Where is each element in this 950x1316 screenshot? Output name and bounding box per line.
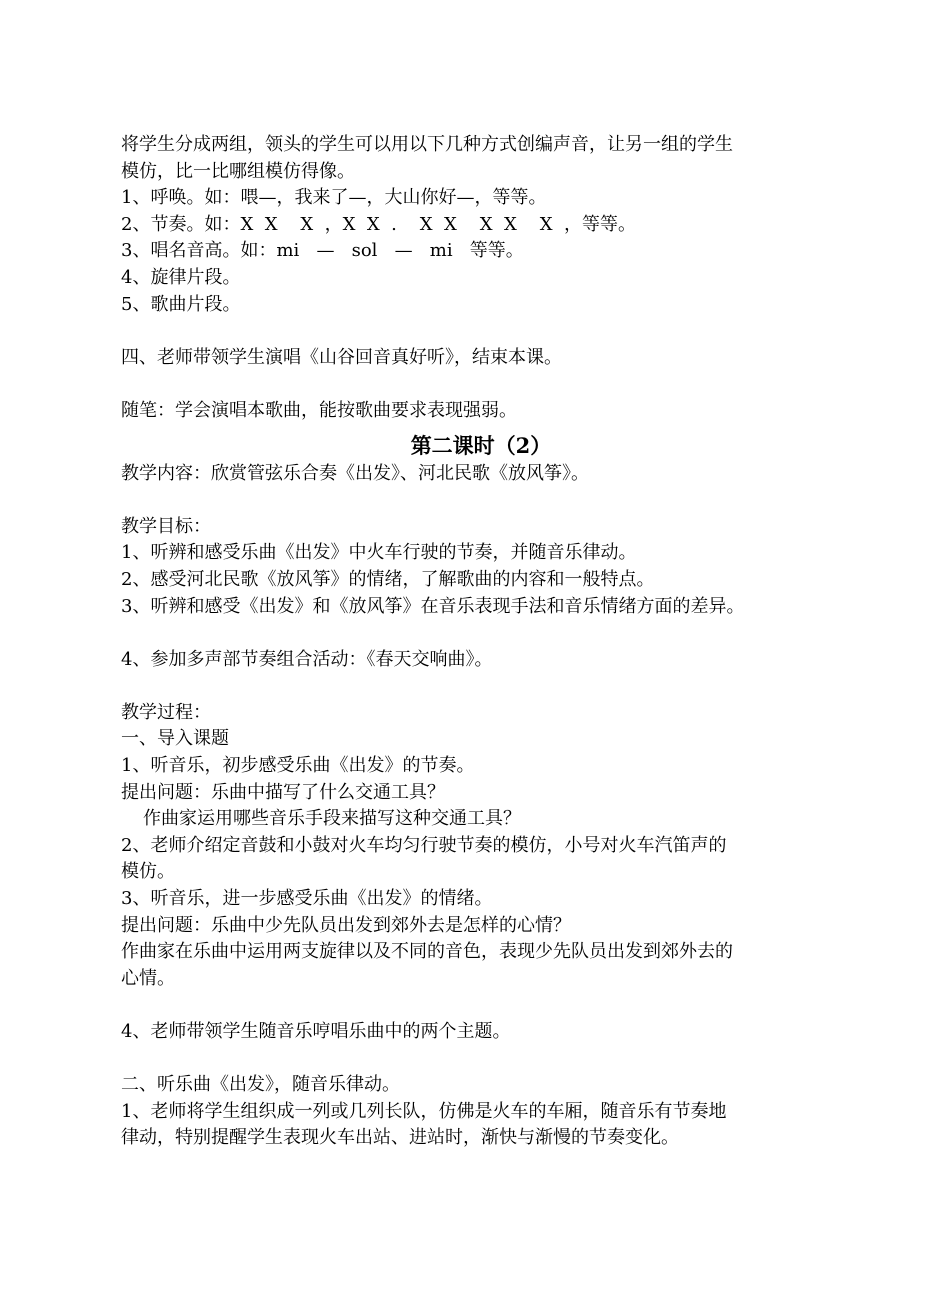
intro-line-1: 将学生分成两组，领头的学生可以用以下几种方式创编声音，让另一组的学生 [121,134,733,155]
process-line-2: 1、听音乐，初步感受乐曲《出发》的节奏。 [121,755,475,777]
goal-3: 3、听辨和感受《出发》和《放风筝》在音乐表现手法和音乐情绪方面的差异。 [121,595,745,617]
goal-4: 4、参加多声部节奏组合活动：《春天交响曲》。 [121,648,493,670]
spacer [121,318,841,345]
part2-line-3: 律动，特别提醒学生表现火车出站、进站时，渐快与渐慢的节奏变化。 [121,1127,679,1149]
document-page [121,132,841,1152]
goals-label: 教学目标： [121,515,211,537]
process-label: 教学过程： [121,701,211,723]
spacer [121,371,841,398]
process-line-1: 一、导入课题 [121,728,229,750]
content-line: 教学内容：欣赏管弦乐合奏《出发》、河北民歌《放风筝》。 [121,462,589,484]
intro-line-3: 1、呼唤。如：喂—，我来了—，大山你好—，等等。 [121,187,547,209]
process-line-5: 2、老师介绍定音鼓和小鼓对火车均匀行驶节奏的模仿，小号对火车汽笛声的 [121,834,727,856]
process-line-3: 提出问题：乐曲中描写了什么交通工具？ [121,781,445,803]
process-line-7: 3、听音乐，进一步感受乐曲《出发》的情绪。 [121,888,493,910]
section-title: 第二课时（2） [410,432,552,458]
spacer [121,620,841,647]
spacer [121,487,841,514]
part2-line-1: 二、听乐曲《出发》，随音乐律动。 [121,1074,400,1096]
intro-line-6: 4、旋律片段。 [121,266,241,288]
process-line-11: 4、老师带领学生随音乐哼唱乐曲中的两个主题。 [121,1021,511,1042]
intro-line-4: 2、节奏。如：X X X ，X X . X X X X X ，等等。 [121,213,636,235]
goal-2: 2、感受河北民歌《放风筝》的情绪，了解歌曲的内容和一般特点。 [121,568,655,590]
part2-line-2: 1、老师将学生组织成一列或几列长队，仿佛是火车的车厢，随音乐有节奏地 [121,1100,727,1122]
note-line: 随笔：学会演唱本歌曲，能按歌曲要求表现强弱。 [121,399,517,421]
spacer [121,673,841,700]
process-line-10: 心情。 [121,967,175,989]
closing-line: 四、老师带领学生演唱《山谷回音真好听》，结束本课。 [121,346,562,368]
process-line-9: 作曲家在乐曲中运用两支旋律以及不同的音色，表现少先队员出发到郊外去的 [121,941,733,963]
spacer [121,1046,841,1073]
intro-line-7: 5、歌曲片段。 [121,293,241,315]
process-line-8: 提出问题：乐曲中少先队员出发到郊外去是怎样的心情？ [121,914,571,936]
spacer [121,992,841,1019]
goal-1: 1、听辨和感受乐曲《出发》中火车行驶的节奏，并随音乐律动。 [121,542,637,564]
intro-line-5: 3、唱名音高。如：mi — sol — mi 等等。 [121,240,524,262]
intro-line-2: 模仿，比一比哪组模仿得像。 [121,160,355,182]
process-line-6: 模仿。 [121,861,175,883]
process-line-4: 作曲家运用哪些音乐手段来描写这种交通工具？ [143,808,521,830]
